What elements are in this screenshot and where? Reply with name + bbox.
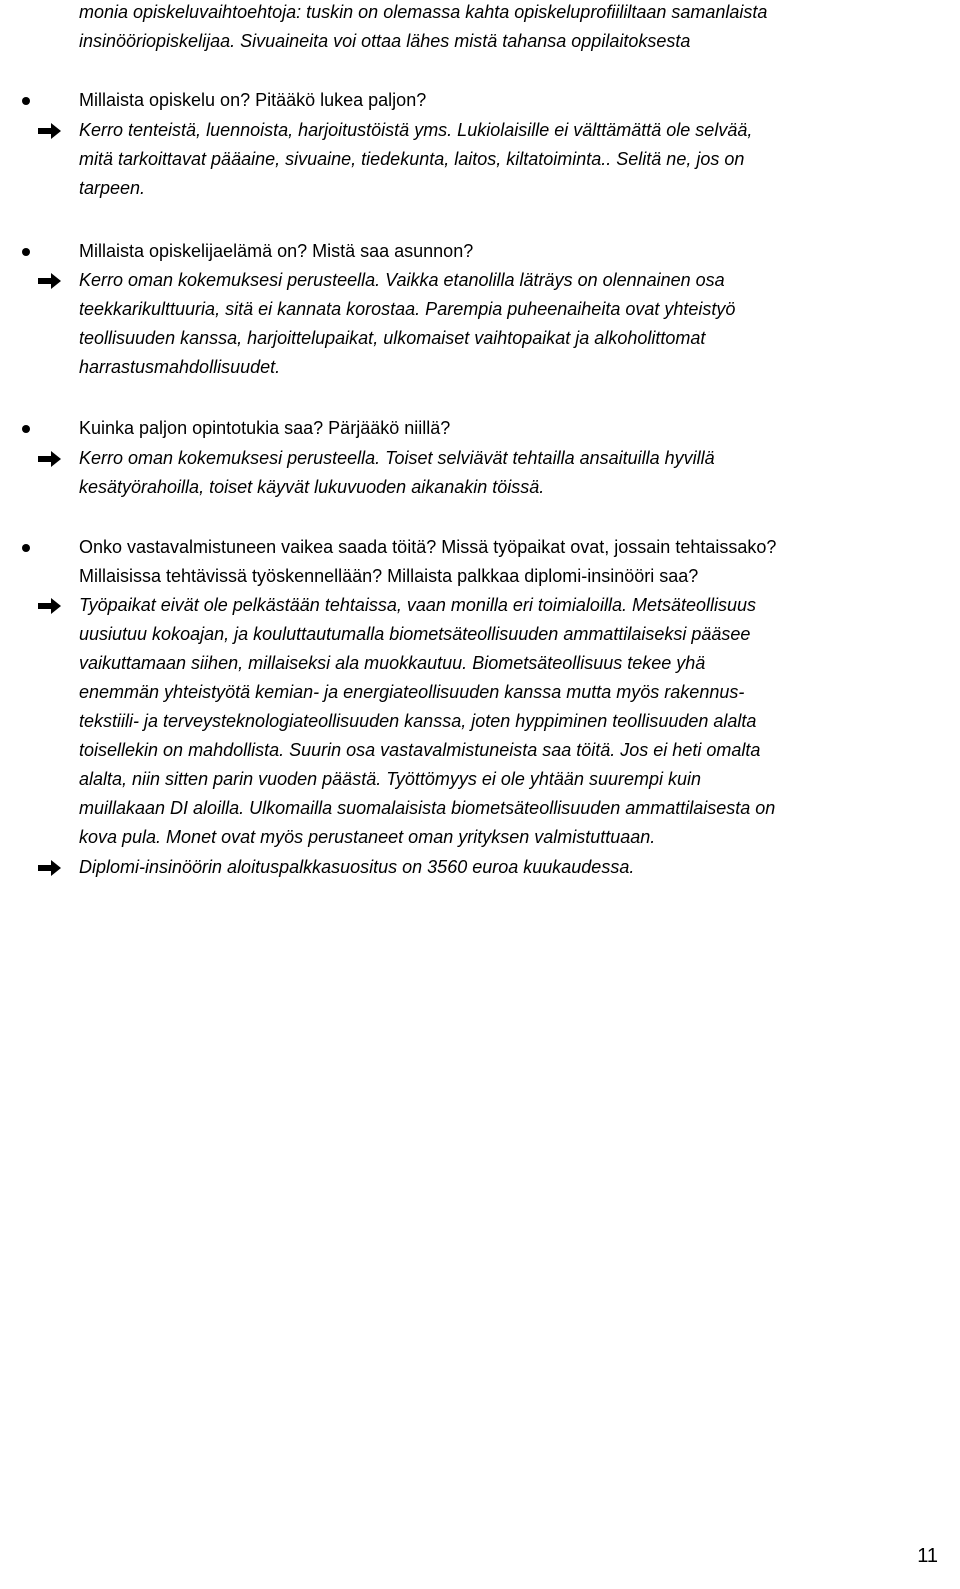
answer-3: Kerro oman kokemuksesi perusteella. Toiset selviävät tehtailla ansaituilla hyvillä kesätyörahoilla, toiset käyvät lukuvuoden aikanakin töissä. [79,448,715,497]
answer-1: Kerro tenteistä, luennoista, harjoitustöistä yms. Lukiolaisille ei välttämättä ole selvää, mitä tarkoittavat pääaine, sivuaine, tiedekunta, laitos, kiltatoiminta.. Selitä ne, jos on tarpeen. [79,120,753,198]
bullet-icon [22,425,30,433]
bullet-icon [22,544,30,552]
question-3: Kuinka paljon opintotukia saa? Pärjääkö niillä? [79,418,451,438]
bullet-icon [22,248,30,256]
answer-4a: Työpaikat eivät ole pelkästään tehtaissa, vaan monilla eri toimialoilla. Metsäteollisuus uusiutuu kokoajan, ja kouluttautumalla biometsäteollisuuden ammattilaiseksi pääsee vaikuttamaan siihen, millaiseksi ala muokkautuu. Biometsäteollisuus tekee yhä enemmän yhteistyötä kemian- ja energiateollisuuden kanssa mutta myös rakennus- tekstiili- ja terveysteknologiateollisuuden kanssa, joten hyppiminen teollisuuden alalta toisellekin on mahdollista. Suurin osa vastavalmistuneista saa töitä. Jos ei heti omalta alalta, niin sitten parin vuoden päästä. Työttömyys ei ole yhtään suurempi kuin muillakaan DI aloilla. Ulkomailla suomalaisista biometsäteollisuuden ammattilaisesta on kova pula. Monet ovat myös perustaneet oman yrityksen valmistuttuaan. [79,595,776,847]
answer-4b: Diplomi-insinöörin aloituspalkkasuositus on 3560 euroa kuukaudessa. [79,857,635,877]
answer-2: Kerro oman kokemuksesi perusteella. Vaikka etanolilla läträys on olennainen osa teekkarikulttuuria, sitä ei kannata korostaa. Parempia puheenaiheita ovat yhteistyö teollisuuden kanssa, harjoittelupaikat, ulkomaiset vaihtopaikat ja alkoholittomat harrastusmahdollisuudet. [79,270,736,377]
intro-text: monia opiskeluvaihtoehtoja: tuskin on olemassa kahta opiskeluprofiililtaan samanlaista insinööriopiskelijaa. Sivuaineita voi ottaa lähes mistä tahansa oppilaitoksesta [79,2,768,51]
arrow-right-icon [38,121,62,141]
arrow-right-icon [38,858,62,878]
arrow-right-icon [38,271,62,291]
question-1: Millaista opiskelu on? Pitääkö lukea paljon? [79,90,427,110]
arrow-right-icon [38,596,62,616]
page-number: 11 [917,1545,938,1567]
arrow-right-icon [38,449,62,469]
question-2: Millaista opiskelijaelämä on? Mistä saa asunnon? [79,241,474,261]
bullet-icon [22,97,30,105]
question-4: Onko vastavalmistuneen vaikea saada töitä? Missä työpaikat ovat, jossain tehtaissako? Millaisissa tehtävissä työskennellään? Millaista palkkaa diplomi-insinööri saa? [79,537,777,586]
